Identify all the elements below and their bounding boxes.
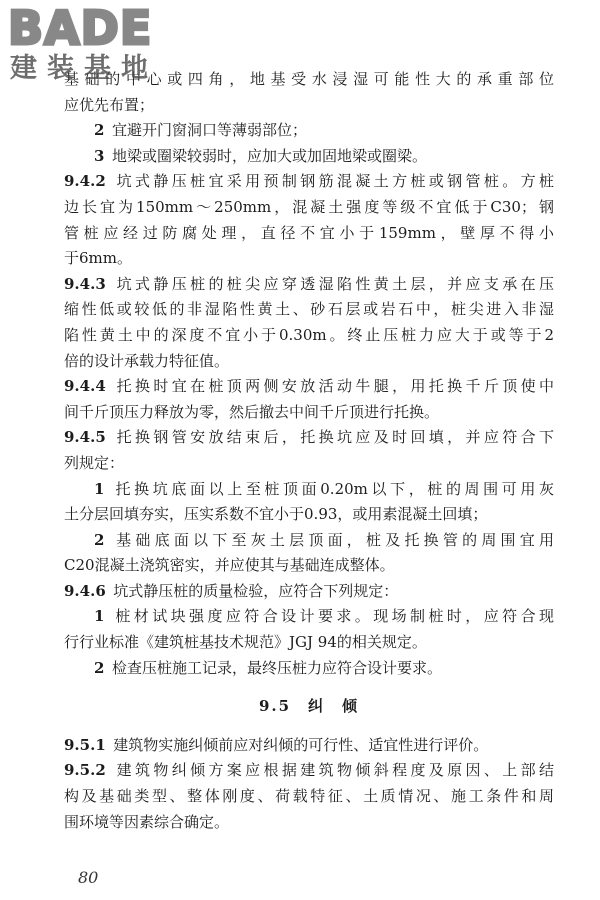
clause-paragraph [64, 169, 554, 271]
text-line [64, 425, 554, 451]
section-number: 9.5 [258, 697, 292, 716]
clause-paragraph [64, 758, 554, 835]
section-title-text: 纠 倾 [308, 697, 360, 716]
text-line [64, 604, 554, 630]
clause-paragraph [64, 425, 554, 476]
line-text: 托换坑底面以上至桩顶面0.20m以下，桩的周围可用灰 [111, 479, 554, 498]
item-number: 1 [94, 479, 105, 498]
text-line [64, 349, 554, 375]
paragraphs-after [64, 733, 554, 835]
item-number: 2 [94, 658, 105, 677]
clause-number: 9.4.3 [64, 274, 106, 293]
text-line [64, 195, 554, 221]
line-text: 基础的中心或四角，地基受水浸湿可能性大的承重部位 [64, 70, 554, 88]
line-text: 坑式静压桩的质量检验，应符合下列规定： [113, 581, 399, 600]
text-line [64, 221, 554, 247]
clause-number: 9.5.1 [64, 735, 106, 754]
line-text: 行行业标准《建筑桩基技术规范》JGJ 94的相关规定。 [64, 633, 427, 652]
line-text: 坑式静压桩的桩尖应穿透湿陷性黄土层，并应支承在压 [113, 274, 554, 293]
line-text: 建筑物纠倾方案应根据建筑物倾斜程度及原因、上部结 [113, 761, 554, 780]
text-line [64, 502, 554, 528]
list-item [64, 604, 554, 655]
line-text: 陷性黄土中的深度不宜小于0.30m。终止压桩力应大于或等于2 [64, 325, 554, 344]
list-item [64, 656, 554, 682]
clause-paragraph [64, 374, 554, 425]
text-line [64, 297, 554, 323]
line-text: 坑式静压桩宜采用预制钢筋混凝土方桩或钢管桩。方桩 [113, 172, 554, 191]
clause-number: 9.4.5 [64, 428, 106, 447]
clause-number: 9.4.4 [64, 377, 106, 396]
text-line [64, 451, 554, 477]
item-number: 1 [94, 607, 105, 626]
text-line [64, 169, 554, 195]
line-text: 托换钢管安放结束后，托换坑应及时回填，并应符合下 [113, 428, 554, 447]
line-text: 边长宜为150mm～250mm，混凝土强度等级不宜低于C30；钢 [64, 197, 554, 216]
text-line [64, 528, 554, 554]
line-text: 倍的设计承载力特征值。 [64, 351, 230, 370]
text-line [64, 758, 554, 784]
document-body [64, 67, 554, 835]
item-number: 2 [94, 121, 105, 140]
page-number: 80 [78, 868, 99, 887]
line-text: 土分层回填夯实，压实系数不宜小于0.93，或用素混凝土回填； [64, 505, 488, 524]
line-text: 构及基础类型、整体刚度、荷载特征、土质情况、施工条件和周 [64, 787, 554, 806]
line-text: 地梁或圈梁较弱时，应加大或加固地梁或圈梁。 [111, 146, 427, 165]
line-text: 于6mm。 [64, 249, 132, 268]
text-line [64, 784, 554, 810]
clause-number: 9.5.2 [64, 761, 106, 780]
item-number: 3 [94, 146, 105, 165]
text-line [64, 477, 554, 503]
text-line [64, 144, 554, 170]
line-text: 间千斤顶压力释放为零，然后撤去中间千斤顶进行托换。 [64, 402, 440, 421]
line-text: 托换时宜在桩顶两侧安放活动牛腿，用托换千斤顶使中 [113, 377, 554, 396]
line-text: 围环境等因素综合确定。 [64, 812, 230, 831]
clause-paragraph [64, 579, 554, 605]
logo-wordmark: BADE [8, 1, 153, 55]
text-line [64, 579, 554, 605]
logo-subtitle: 建装基地 [10, 53, 158, 84]
list-item [64, 118, 554, 144]
section-heading [64, 694, 554, 720]
text-line [64, 272, 554, 298]
clause-number: 9.4.2 [64, 172, 106, 191]
line-text: 宜避开门窗洞口等薄弱部位； [111, 121, 307, 140]
text-line [64, 118, 554, 144]
line-text: 基础底面以下至灰土层顶面，桩及托换管的周围宜用 [111, 530, 554, 549]
text-line [64, 553, 554, 579]
clause-paragraph [64, 272, 554, 374]
line-text: 建筑物实施纠倾前应对纠倾的可行性、适宜性进行评价。 [113, 735, 489, 754]
list-item [64, 477, 554, 528]
watermark-logo [8, 1, 178, 86]
text-line [64, 400, 554, 426]
clause-number: 9.4.6 [64, 581, 106, 600]
line-text: 列规定： [64, 453, 125, 472]
line-text: 检查压桩施工记录，最终压桩力应符合设计要求。 [111, 658, 442, 677]
text-line [64, 810, 554, 836]
list-item [64, 528, 554, 579]
text-line [64, 733, 554, 759]
text-line [64, 93, 554, 119]
line-text: 应优先布置； [64, 95, 155, 114]
line-text: 缩性低或较低的非湿陷性黄土、砂石层或岩石中，桩尖进入非湿 [64, 300, 554, 319]
clause-paragraph [64, 733, 554, 759]
line-text: 桩材试块强度应符合设计要求。现场制桩时，应符合现 [111, 607, 554, 626]
text-line [64, 656, 554, 682]
line-text: C20混凝土浇筑密实，并应使其与基础连成整体。 [64, 556, 395, 575]
item-number: 2 [94, 530, 105, 549]
line-text: 管桩应经过防腐处理，直径不宜小于159mm，壁厚不得小 [64, 223, 554, 242]
text-line [64, 374, 554, 400]
paragraphs-before [64, 67, 554, 681]
list-item [64, 144, 554, 170]
text-line [64, 630, 554, 656]
text-line [64, 323, 554, 349]
text-line [64, 246, 554, 272]
